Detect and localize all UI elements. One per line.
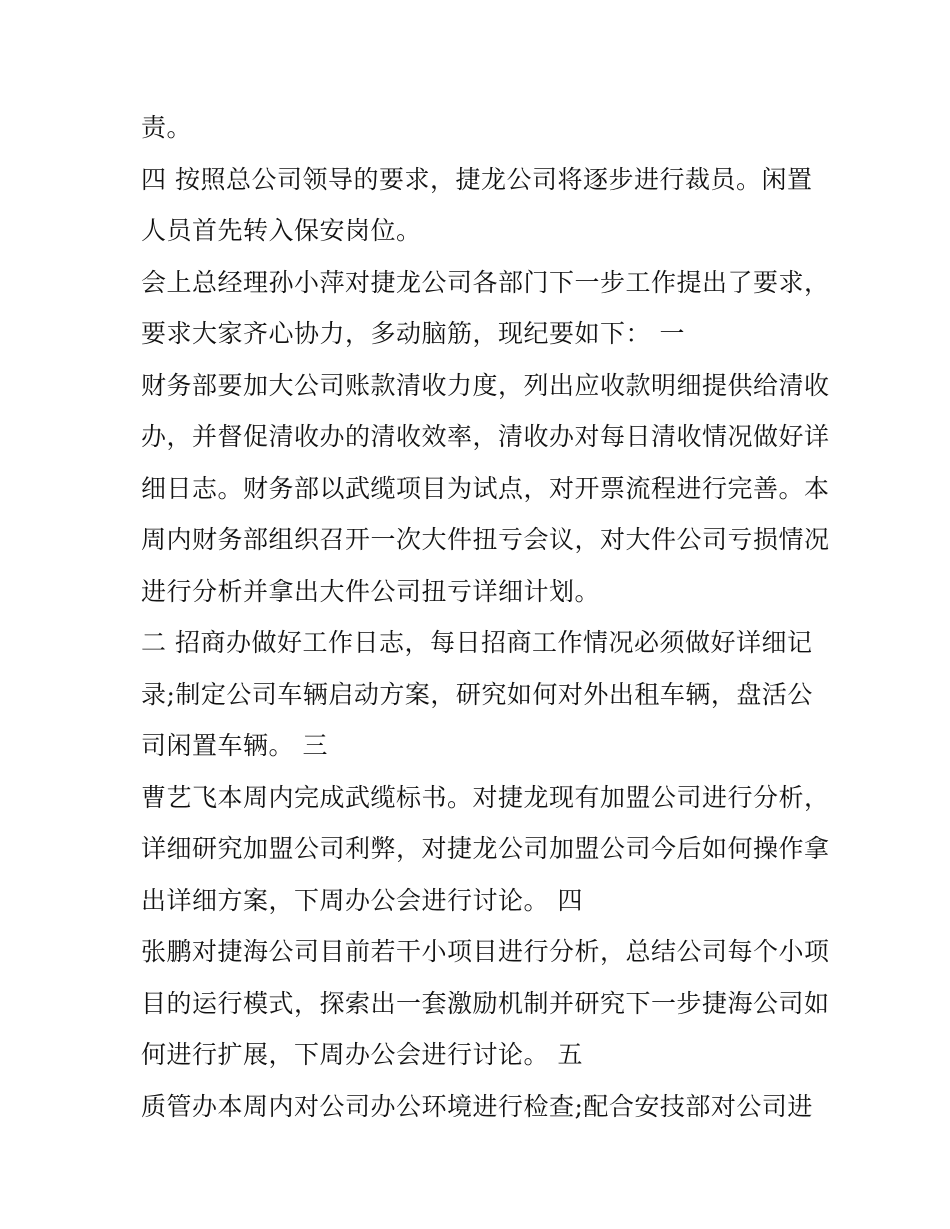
text-line: 目的运行模式，探索出一套激励机制并研究下一步捷海公司如	[141, 988, 830, 1018]
text-line: 细日志。财务部以武缆项目为试点，对开票流程进行完善。本	[141, 473, 830, 503]
text-line: 财务部要加大公司账款清收力度，列出应收款明细提供给清收	[141, 370, 830, 400]
text-line: 详细研究加盟公司利弊，对捷龙公司加盟公司今后如何操作拿	[141, 834, 830, 863]
text-line: 张鹏对捷海公司目前若干小项目进行分析，总结公司每个小项	[141, 937, 830, 966]
text-line: 周内财务部组织召开一次大件扭亏会议，对大件公司亏损情况	[141, 525, 830, 554]
text-line: 办，并督促清收办的清收效率，清收办对每日清收情况做好详	[141, 422, 830, 451]
text-line: 曹艺飞本周内完成武缆标书。对捷龙现有加盟公司进行分析，	[141, 782, 830, 812]
text-line: 司闲置车辆。 三	[141, 731, 328, 760]
text-line: 出详细方案，下周办公会进行讨论。 四	[141, 885, 583, 915]
text-line: 人员首先转入保安岗位。	[141, 216, 422, 245]
text-line: 四 按照总公司领导的要求，捷龙公司将逐步进行裁员。闲置	[141, 164, 813, 194]
text-line: 二 招商办做好工作日志，每日招商工作情况必须做好详细记	[141, 628, 813, 657]
text-line: 会上总经理孙小萍对捷龙公司各部门下一步工作提出了要求，	[141, 267, 830, 297]
text-line: 何进行扩展，下周办公会进行讨论。 五	[141, 1040, 583, 1069]
text-line: 录;制定公司车辆启动方案，研究如何对外出租车辆，盘活公	[141, 679, 813, 709]
text-line: 进行分析并拿出大件公司扭亏详细计划。	[141, 576, 601, 606]
text-line: 质管办本周内对公司办公环境进行检查;配合安技部对公司进	[141, 1091, 813, 1121]
text-line: 责。	[141, 113, 193, 142]
document-body	[141, 102, 830, 1132]
text-line: 要求大家齐心协力，多动脑筋，现纪要如下： 一	[141, 319, 685, 348]
